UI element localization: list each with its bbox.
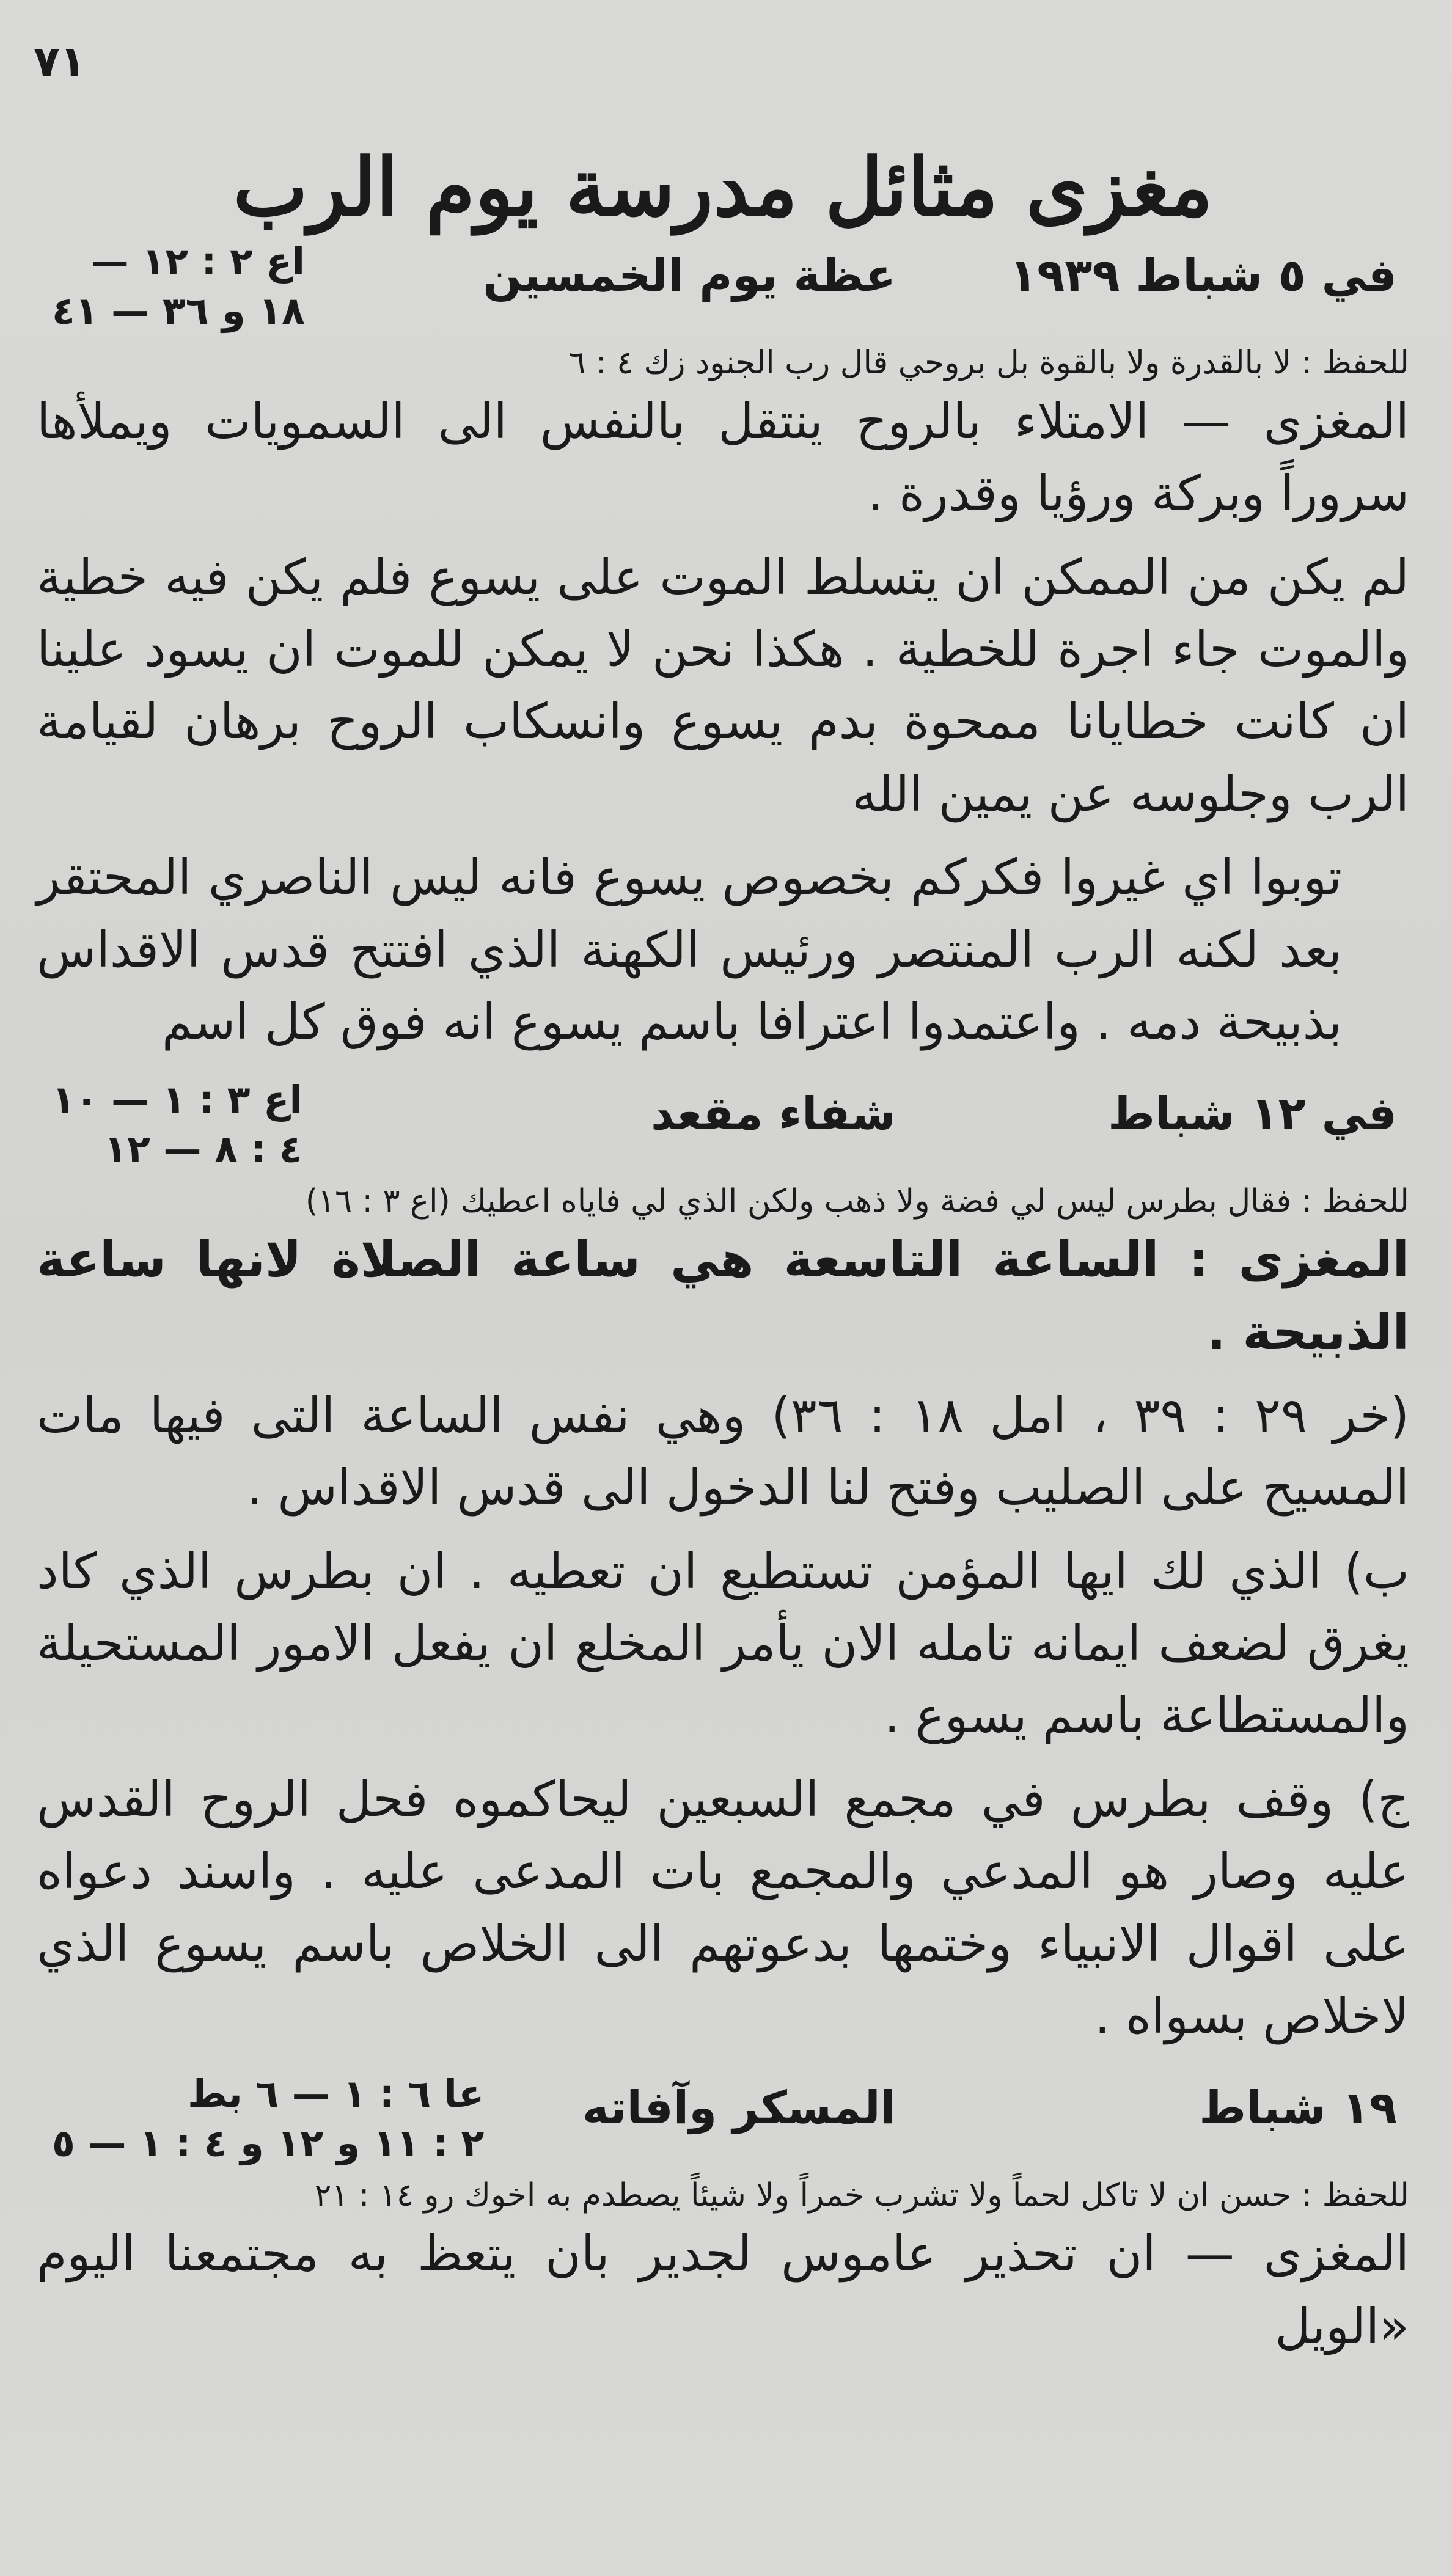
lesson-section-3 — [37, 2063, 1409, 2363]
scripture-reference-line: اع ٣ : ١ — ١٠ — [52, 1077, 302, 1122]
scripture-reference-line: عا ٦ : ١ — ٦ بط — [188, 2071, 485, 2117]
lesson-paragraph: ب) الذي لك ايها المؤمن تستطيع ان تعطيه . ان بطرس الذي كاد يغرق لضعف ايمانه تامله الان يأمر المخلع ان يفعل الامور المستحيلة والمستطاعة باسم يسوع . — [37, 1542, 1409, 1744]
scripture-reference-line: ١٨ و ٣٦ — ٤١ — [52, 288, 305, 333]
page-title: مغزى مثائل مدرسة يوم الرب — [233, 141, 1213, 234]
lesson-paragraph: توبوا اي غيروا فكركم بخصوص يسوع فانه ليس الناصري المحتقر بعد لكنه الرب المنتصر ورئيس الكهنة الذي افتتح قدس الاقداس بذبيحة دمه . واعتمدوا اعترافا باسم يسوع انه فوق كل اسم — [37, 849, 1342, 1050]
page-number: ٧١ — [34, 37, 86, 87]
lesson-date: في ١٢ شباط — [1108, 1088, 1397, 1141]
section-header — [37, 1069, 1409, 1173]
scripture-reference — [52, 2069, 484, 2168]
lesson-moral: المغزى : الساعة التاسعة هي ساعة الصلاة لانها ساعة الذبيحة . — [37, 1231, 1409, 1361]
lesson-section-2 — [37, 1069, 1409, 2052]
lesson-paragraph: ج) وقف بطرس في مجمع السبعين ليحاكموه فحل الروح القدس عليه وصار هو المدعي والمجمع بات المدعى عليه . واسند دعواه على اقوال الانبياء وختمها بدعوتهم الى الخلاص باسم يسوع الذي لاخلاص بسواه . — [37, 1770, 1409, 2045]
lesson-moral: المغزى — الامتلاء بالروح ينتقل بالنفس الى السمويات ويملأها سروراً وبركة ورؤيا وقدرة . — [37, 392, 1409, 522]
lesson-topic: شفاء مقعد — [650, 1088, 896, 1141]
memory-verse: للحفظ : حسن ان لا تاكل لحماً ولا تشرب خمراً ولا شيئاً يصطدم به اخوك رو ١٤ : ٢١ — [314, 2177, 1409, 2214]
memory-verse: للحفظ : فقال بطرس ليس لي فضة ولا ذهب ولكن الذي لي فاياه اعطيك (اع ٣ : ١٦) — [305, 1183, 1409, 1220]
lesson-topic: عظة يوم الخمسين — [483, 249, 896, 302]
memory-verse: للحفظ : لا بالقدرة ولا بالقوة بل بروحي قال رب الجنود زك ٤ : ٦ — [568, 345, 1409, 381]
scripture-reference-line: ٢ : ١١ و ١٢ و ٤ : ١ — ٥ — [52, 2121, 485, 2165]
lesson-topic: المسكر وآفاته — [582, 2082, 896, 2135]
lesson-moral: المغزى — ان تحذير عاموس لجدير بان يتعظ به مجتمعنا اليوم «الويل — [37, 2225, 1409, 2355]
section-header — [37, 2063, 1409, 2167]
lesson-section-1 — [37, 231, 1409, 1058]
scripture-reference — [52, 1075, 302, 1174]
scripture-reference-line: اع ٢ : ١٢ — — [90, 239, 305, 284]
lesson-paragraph: لم يكن من الممكن ان يتسلط الموت على يسوع فلم يكن فيه خطية والموت جاء اجرة للخطية . هكذا نحن لا يمكن للموت ان يسود علينا ان كانت خطايانا ممحوة بدم يسوع وانسكاب الروح برهان لقيامة الرب وجلوسه عن يمين الله — [37, 548, 1409, 822]
lesson-paragraph: (خر ٢٩ : ٣٩ ، امل ١٨ : ٣٦) وهي نفس الساعة التى فيها مات المسيح على الصليب وفتح لنا الدخول الى قدس الاقداس . — [37, 1386, 1409, 1517]
scripture-reference-line: ٤ : ٨ — ١٢ — [104, 1126, 302, 1171]
scripture-reference — [52, 237, 305, 335]
lesson-date: في ٥ شباط ١٩٣٩ — [1009, 249, 1397, 302]
section-header — [37, 231, 1409, 335]
lesson-date: ١٩ شباط — [1199, 2082, 1397, 2135]
